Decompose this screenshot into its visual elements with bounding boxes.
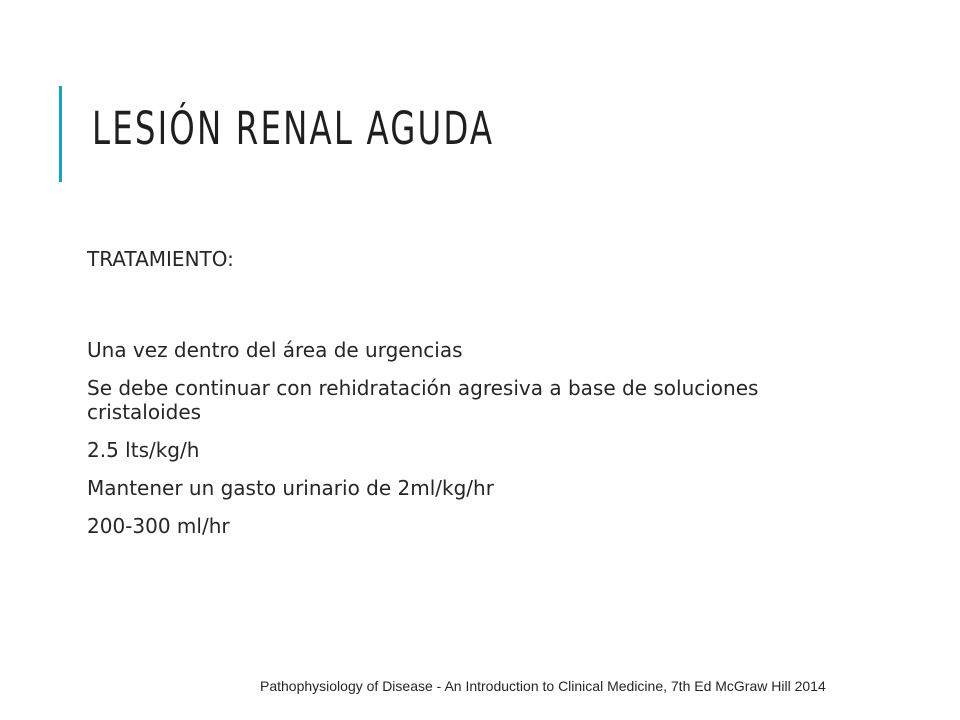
title-accent-bar xyxy=(59,86,62,182)
body-line: 200-300 ml/hr xyxy=(87,514,230,538)
body-line: Se debe continuar con rehidratación agresiva a base de soluciones cristaloides xyxy=(87,376,759,424)
body-line: Una vez dentro del área de urgencias xyxy=(87,338,463,362)
citation-footer: Pathophysiology of Disease - An Introduction to Clinical Medicine, 7th Ed McGraw Hill 2014 xyxy=(260,678,826,694)
slide-title: LESIÓN RENAL AGUDA xyxy=(92,102,495,155)
body-line: Mantener un gasto urinario de 2ml/kg/hr xyxy=(87,476,494,500)
body-line: 2.5 lts/kg/h xyxy=(87,438,200,462)
slide-body xyxy=(87,247,827,538)
section-heading: TRATAMIENTO: xyxy=(87,247,234,271)
